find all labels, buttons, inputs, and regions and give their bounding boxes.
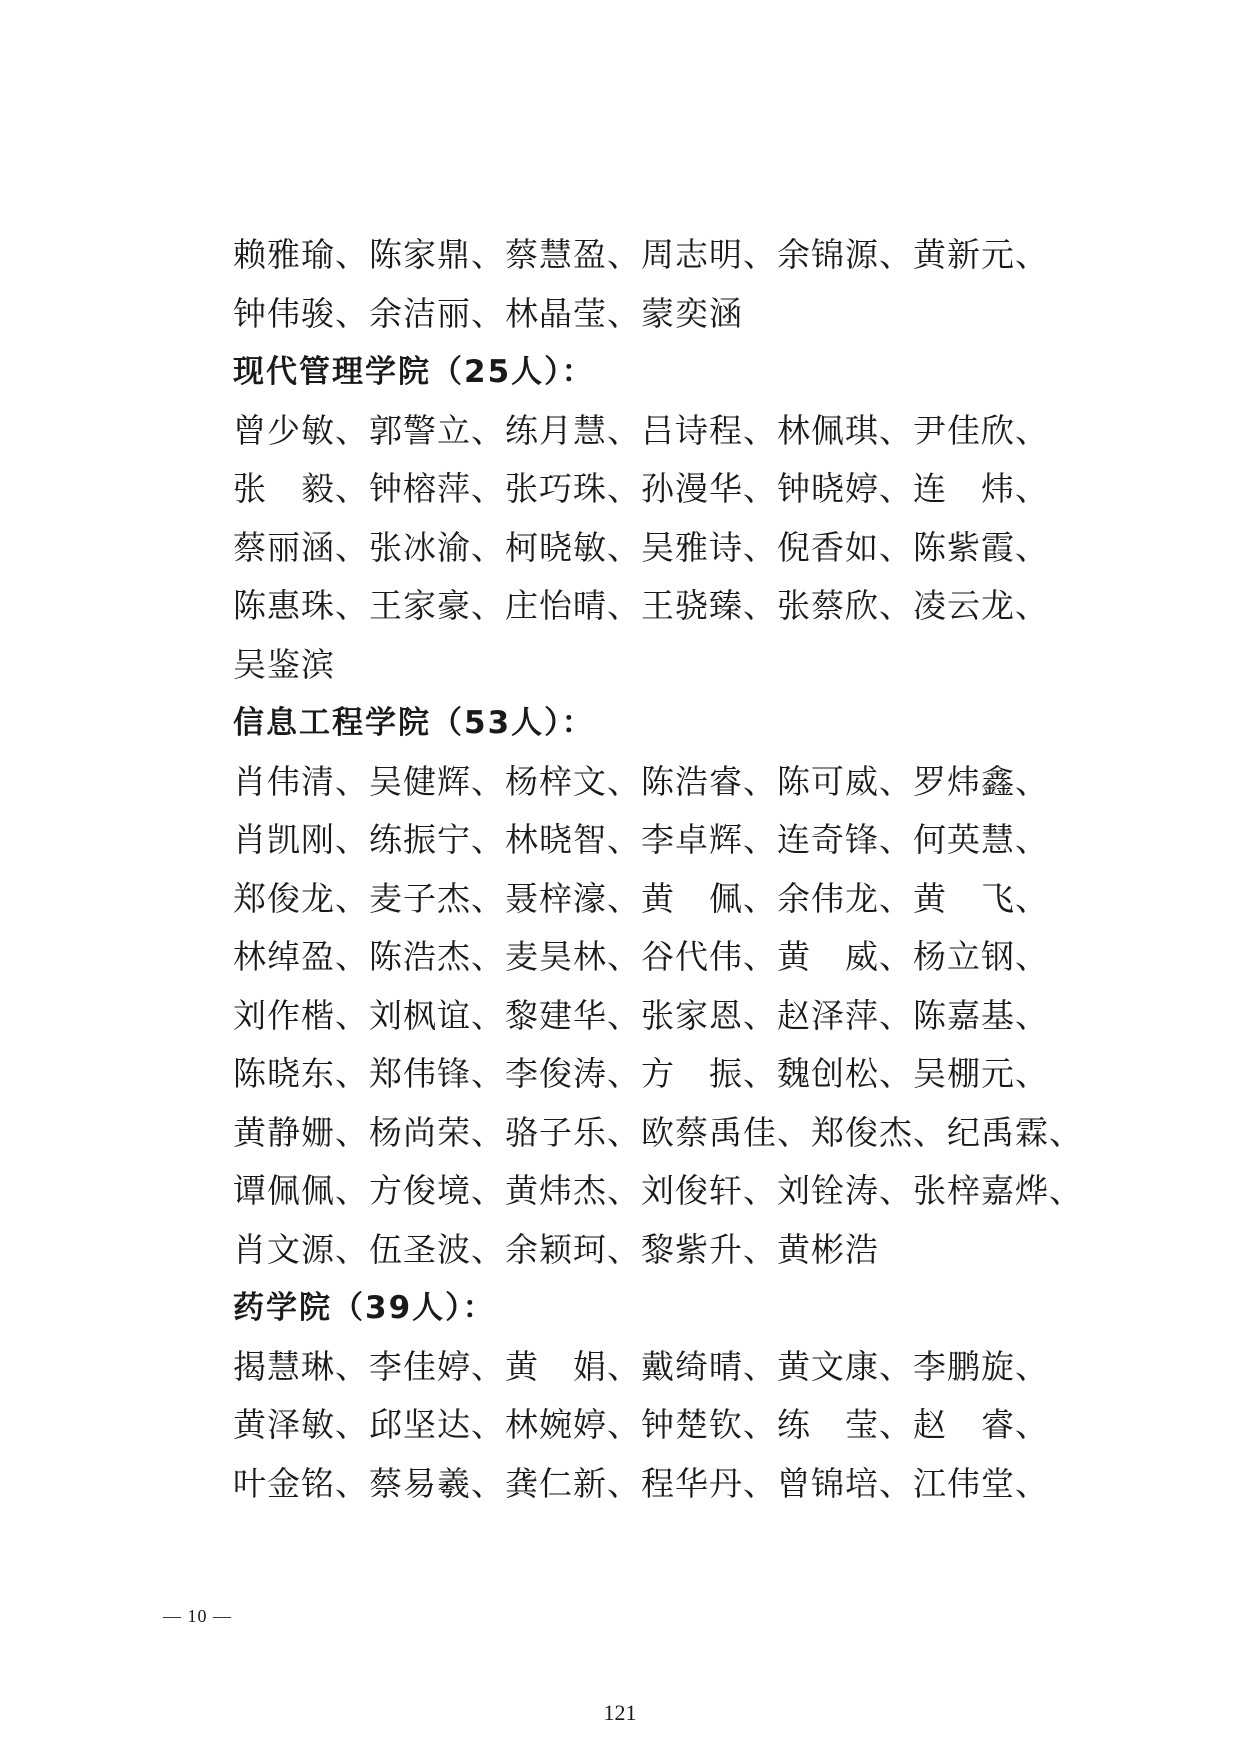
name-list-line: 刘作楷、刘枫谊、黎建华、张家恩、赵泽萍、陈嘉基、 [233, 995, 1049, 1035]
name-list-line: 陈晓东、郑伟锋、李俊涛、方 振、魏创松、吴棚元、 [233, 1054, 1049, 1093]
name-list-line: 叶金铭、蔡易羲、龚仁新、程华丹、曾锦培、江伟堂、 [233, 1463, 1049, 1503]
name-list-line: 肖伟清、吴健辉、杨梓文、陈浩睿、陈可威、罗炜鑫、 [233, 761, 1049, 801]
name-list-line: 肖凯刚、练振宁、林晓智、李卓辉、连奇锋、何英慧、 [233, 820, 1049, 859]
page-marker: — 10 — [163, 1606, 232, 1626]
page-number: 121 [603, 1700, 637, 1725]
name-list-line: 林绰盈、陈浩杰、麦昊林、谷代伟、黄 威、杨立钢、 [233, 937, 1049, 976]
section-heading: 药学院（39人）： [233, 1290, 496, 1326]
name-list-line: 黄泽敏、邱坚达、林婉婷、钟楚钦、练 莹、赵 睿、 [233, 1405, 1049, 1444]
name-list-line: 吴鉴滨 [233, 644, 335, 684]
name-list-line: 黄静姗、杨尚荣、骆子乐、欧蔡禹佳、郑俊杰、纪禹霖、 [233, 1112, 1083, 1152]
name-list-line: 肖文源、伍圣波、余颖珂、黎紫升、黄彬浩 [233, 1229, 879, 1269]
name-list-line: 谭佩佩、方俊境、黄炜杰、刘俊轩、刘铨涛、张梓嘉烨、 [233, 1171, 1083, 1210]
name-list-line: 蔡丽涵、张冰渝、柯晓敏、吴雅诗、倪香如、陈紫霞、 [233, 527, 1049, 567]
name-list-line: 钟伟骏、余洁丽、林晶莹、蒙奕涵 [233, 293, 743, 333]
name-list-line: 赖雅瑜、陈家鼎、蔡慧盈、周志明、余锦源、黄新元、 [233, 235, 1049, 274]
section-heading: 信息工程学院（53人）： [233, 705, 595, 741]
name-list-line: 张 毅、钟榕萍、张巧珠、孙漫华、钟晓婷、连 炜、 [233, 469, 1049, 508]
name-list-line: 曾少敏、郭警立、练月慧、吕诗程、林佩琪、尹佳欣、 [233, 410, 1049, 450]
name-list-line: 郑俊龙、麦子杰、聂梓濠、黄 佩、余伟龙、黄 飞、 [233, 878, 1049, 918]
name-list-line: 陈惠珠、王家豪、庄怡晴、王骁臻、张蔡欣、凌云龙、 [233, 586, 1049, 625]
name-list-line: 揭慧琳、李佳婷、黄 娟、戴绮晴、黄文康、李鹏旋、 [233, 1346, 1049, 1386]
document-body [233, 226, 1083, 1513]
section-heading: 现代管理学院（25人）： [233, 354, 595, 390]
